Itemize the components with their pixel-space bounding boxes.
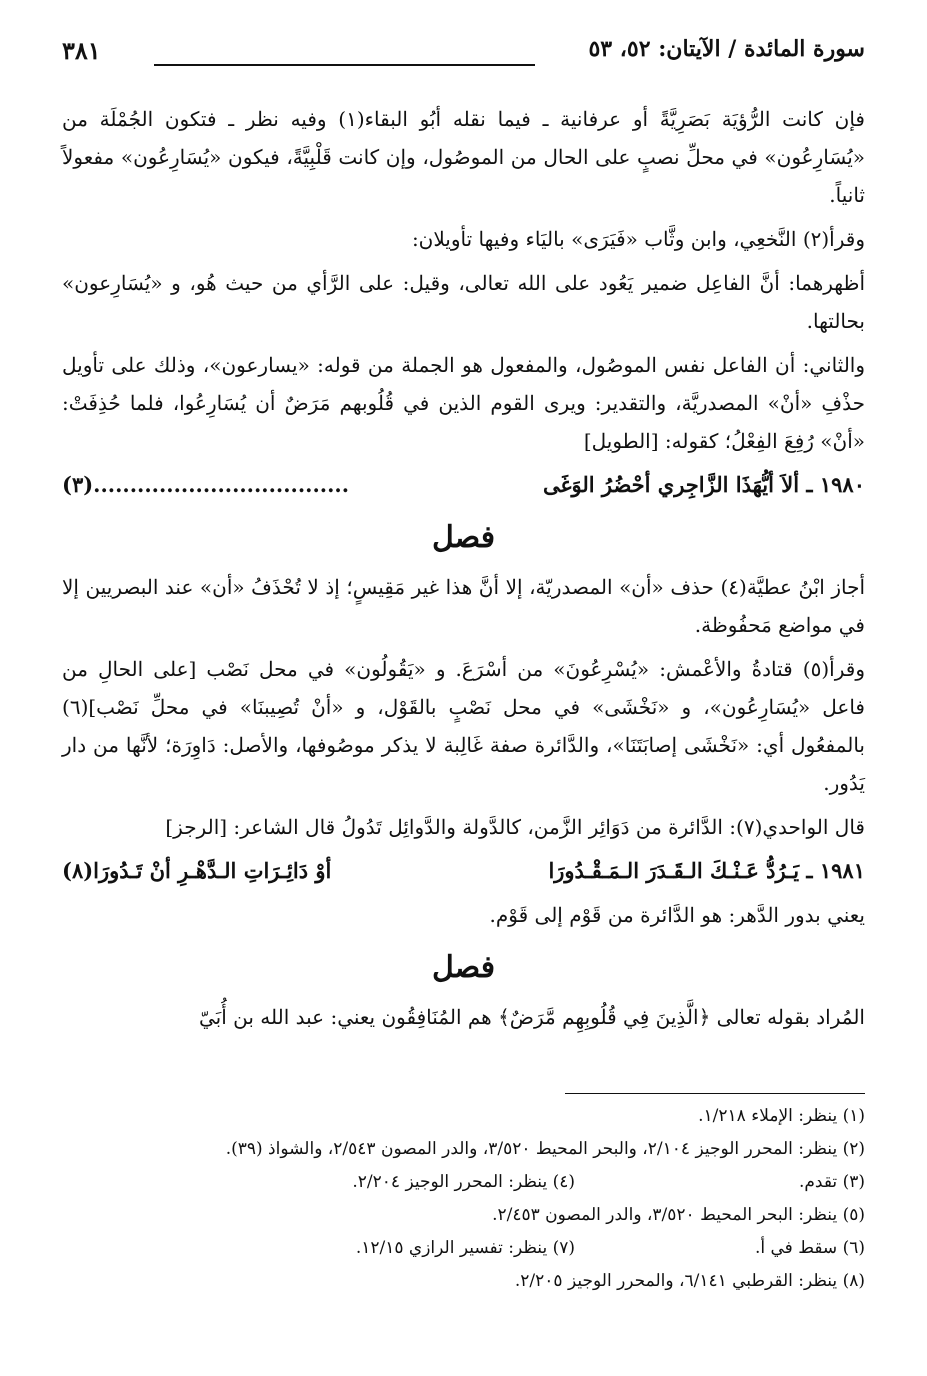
section-heading: فصل bbox=[431, 950, 496, 985]
footnote: (٣) تقدم. bbox=[798, 1172, 865, 1192]
paragraph: أظهرهما: أنَّ الفاعِل ضمير يَعُود على الله تعالى، وقيل: على الرَّأي من حيث هُو، و «يُسَارِعون» بحالتها. bbox=[62, 271, 865, 333]
verse-hemistich-1: ١٩٨١ ـ يَـرُدُّ عَـنْـكَ الـقَـدَرَ الـمَـقْـدُورَا bbox=[548, 858, 865, 883]
paragraph: المُراد بقوله تعالى ﴿الَّذِينَ فِي قُلُوبِهِم مَّرَضٌ﴾ هم المُنَافِقُون يعني: عبد الله بن أُبَيّ bbox=[198, 1005, 865, 1029]
paragraph: وقرأ(٥) قتادةُ والأعْمش: «يُسْرِعُونَ» من أسْرَعَ. و «يَقُولُون» في محل نَصْب [على الحالِ من فاعل «يُسَارِعُون»، و «نَخْشَى» في محل نَصْبٍ بالقَوْل، و «أنْ تُصِيبنَا» في محلِّ نَصْب](٦) بالمفعُول أي: «نَخْشَى إصابَتَنَا»، والدَّائرة صفة غَالِبة لا يذكر موصُوفها، والأصل: دَاوِرَة؛ لأنَّها من دار يَدُور. bbox=[62, 657, 865, 795]
footnote: (٧) ينظر: تفسير الرازي ١٢/١٥. bbox=[355, 1238, 575, 1258]
footnote: (٥) ينظر: البحر المحيط ٣/٥٢٠، والدر المصون ٢/٤٥٣. bbox=[492, 1205, 865, 1225]
section-heading: فصل bbox=[431, 520, 496, 555]
footnote: (١) ينظر: الإملاء ١/٢١٨. bbox=[698, 1106, 865, 1126]
paragraph: وقرأ(٢) النَّخعِي، وابن وثَّاب «فَيَرَى» باليَاء وفيها تأويلان: bbox=[411, 227, 865, 251]
header-rule bbox=[154, 64, 535, 66]
footnote-row bbox=[62, 1232, 865, 1265]
paragraph: يعني بدور الدَّهر: هو الدَّائرة من قَوْم إلى قَوْم. bbox=[489, 903, 865, 927]
paragraph: أجاز ابْنُ عطيَّة(٤) حذف «أن» المصدريّة، إلا أنَّ هذا غير مَقِيسٍ؛ إذ لا تُحْذَفُ «أن» عند البصريين إلا في مواضع مَحفُوظة. bbox=[62, 575, 866, 637]
poetry-verse bbox=[62, 852, 865, 890]
page-header bbox=[62, 34, 865, 74]
footnotes bbox=[62, 1100, 865, 1298]
footnote: (٨) ينظر: القرطبي ٦/١٤١، والمحرر الوجيز ٢/٢٠٥. bbox=[514, 1271, 865, 1291]
footnote: (٢) ينظر: المحرر الوجيز ٢/١٠٤، والبحر المحيط ٣/٥٢٠، والدر المصون ٢/٥٤٣، والشواذ (٣٩). bbox=[225, 1139, 865, 1159]
running-title: سورة المائدة / الآيتان: ٥٢، ٥٣ bbox=[588, 36, 865, 62]
footnote: (٤) ينظر: المحرر الوجيز ٢/٢٠٤. bbox=[352, 1172, 575, 1192]
verse-ellipsis: ...................................(٣) bbox=[62, 472, 350, 497]
footnote-rule bbox=[565, 1093, 865, 1094]
verse-hemistich-2: أوْ دَائِـرَاتِ الـدَّهْـرِ أنْ تَـدُورَا(٨) bbox=[62, 858, 332, 883]
paragraph: والثاني: أن الفاعل نفس الموصُول، والمفعول هو الجملة من قوله: «يسارعون»، وذلك على تأويل حذْفِ «أنْ» المصدريَّة، والتقدير: ويرى القوم الذين في قُلُوبهم مَرَضٌ أن يُسَارِعُوا، فلما حُذِفَتْ: «أنْ» رُفِعَ الفِعْلُ؛ كقوله: [الطويل] bbox=[62, 353, 865, 453]
paragraph: فإن كانت الرُّؤيَة بَصَرِيَّةً أو عرفانية ـ فيما نقله أبُو البقاء(١) وفيه نظر ـ فتكون الجُمْلَة من «يُسَارِعُون» في محلِّ نصبٍ على الحال من الموصُول، وإن كانت قَلْبِيَّةً، فيكون «يُسَارِعُون» مفعولاً ثانياً. bbox=[62, 107, 865, 207]
verse-line: ١٩٨٠ ـ ألاَ أيُّهَذَا الزَّاجِري أحْضُرُ الوَغَى bbox=[542, 472, 865, 497]
paragraph: قال الواحدي(٧): الدَّائرة من دَوَائِر الزَّمن، كالدَّولة والدَّوائِل تَدُولُ قال الشاعر: [الرجز] bbox=[165, 815, 865, 839]
footnote-row bbox=[62, 1166, 865, 1199]
page-number: ٣٨١ bbox=[62, 36, 101, 65]
footnote: (٦) سقط في أ. bbox=[754, 1238, 865, 1258]
main-text bbox=[62, 100, 865, 1042]
poetry-verse bbox=[62, 466, 865, 504]
